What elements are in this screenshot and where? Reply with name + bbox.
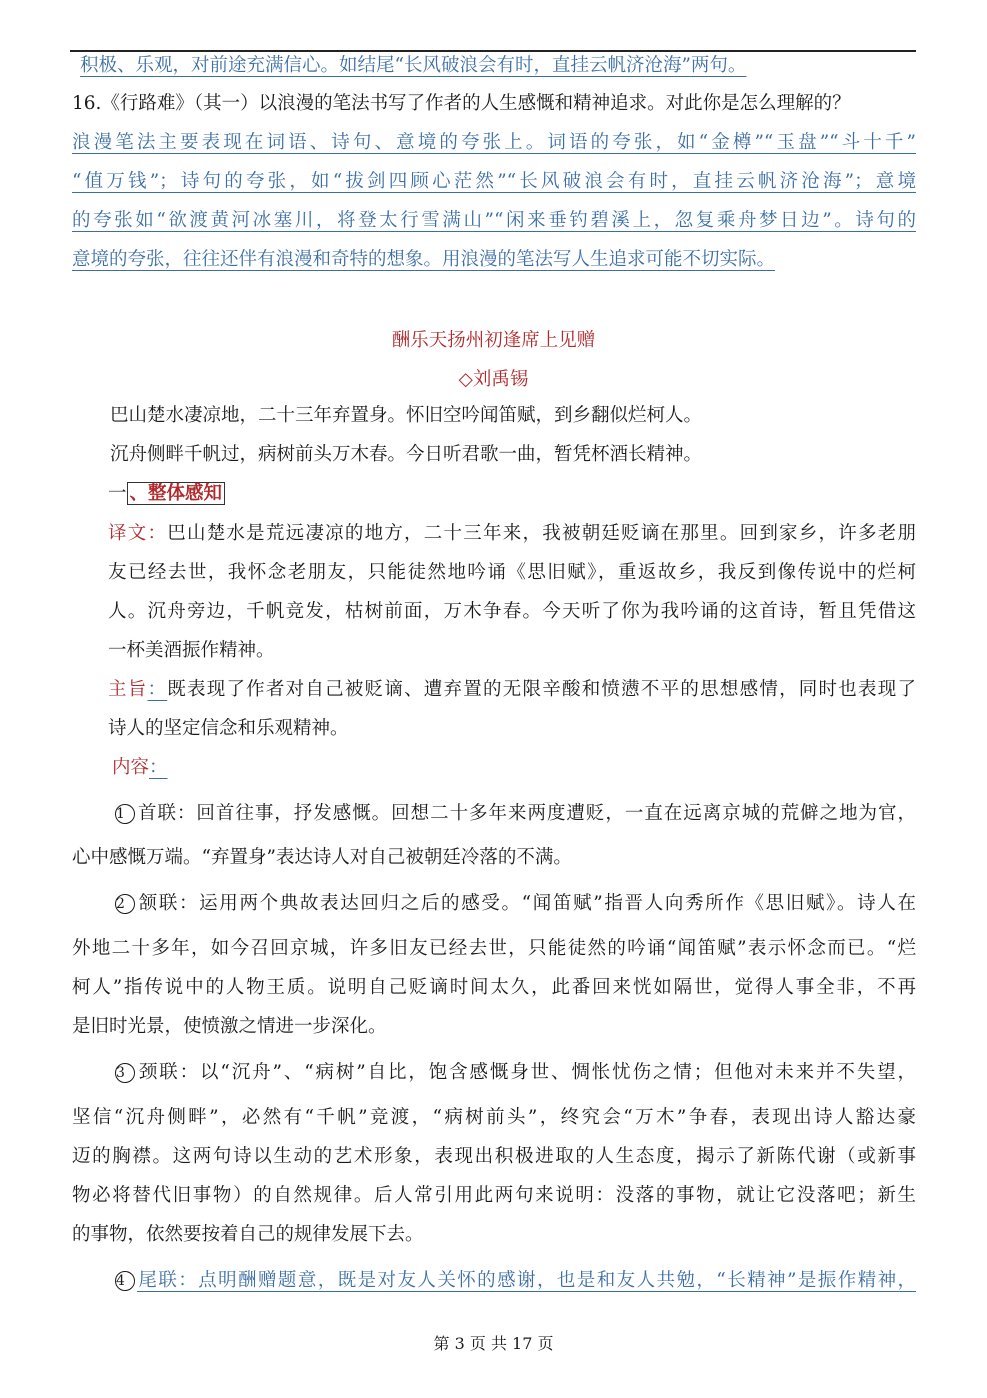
circled-number: 3	[115, 1063, 135, 1083]
poem-title: 酬乐天扬州初逢席上见赠	[391, 330, 596, 351]
poem-author: ◇刘禹锡	[458, 369, 529, 390]
content-label: 内容	[112, 757, 150, 778]
translation-line: 一杯美酒振作精神。	[108, 640, 275, 661]
theme-line: 诗人的坚定信念和乐观精神。	[108, 718, 349, 739]
couplet-text: 颔联：运用两个典故表达回归之后的感受。“闻笛赋”指晋人向秀所作《思旧赋》。诗人在	[137, 893, 916, 914]
poem-line: 巴山楚水凄凉地，二十三年弃置身。怀旧空吟闻笛赋，到乡翻似烂柯人。	[110, 405, 703, 426]
q15-answer-tail: 积极、乐观，对前途充满信心。如结尾“长风破浪会有时，直挂云帆济沧海”两句。	[80, 55, 747, 76]
q16-answer-line: 浪漫笔法主要表现在词语、诗句、意境的夸张上。词语的夸张，如“金樽”“玉盘”“斗十千”	[72, 132, 916, 153]
couplet-2-line: 外地二十多年，如今召回京城，许多旧友已经去世，只能徒然的吟诵“闻笛赋”表示怀念而已。“烂	[72, 938, 916, 959]
translation-text: 巴山楚水是荒远凄凉的地方，二十三年来，我被朝廷贬谪在那里。回到家乡，许多老朋	[167, 523, 916, 544]
theme-text: 既表现了作者对自己被贬谪、遭弃置的无限辛酸和愤懑不平的思想感情，同时也表现了	[167, 679, 916, 700]
section-label: 、整体感知	[127, 482, 226, 505]
couplet-2-line: 柯人”指传说中的人物王质。说明自己贬谪时间太久，此番回来恍如隔世，觉得人事全非，不再	[72, 977, 916, 998]
theme-colon: ：	[147, 679, 168, 700]
couplet-3-line	[115, 1061, 916, 1085]
translation-label: 译文：	[108, 523, 168, 544]
circled-number: 4	[115, 1271, 135, 1291]
q16-answer-line: 的夸张如“欲渡黄河冰塞川，将登太行雪满山”“闲来垂钓碧溪上，忽复乘舟梦日边”。诗句的	[72, 210, 916, 231]
section-number: 一	[108, 483, 127, 504]
theme-label: 主旨	[108, 679, 148, 700]
couplet-4-line	[115, 1269, 916, 1293]
couplet-text: 首联：回首往事，抒发感慨。回想二十多年来两度遭贬，一直在远离京城的荒僻之地为官，	[137, 803, 916, 824]
couplet-3-line: 物必将替代旧事物）的自然规律。后人常引用此两句来说明：没落的事物，就让它没落吧；新生	[72, 1185, 916, 1206]
circled-number: 1	[115, 804, 135, 824]
theme-line	[108, 678, 916, 702]
translation-line: 友已经去世，我怀念老朋友，只能徒然地吟诵《思旧赋》，重返故乡，我反到像传说中的烂柯	[108, 562, 916, 583]
q16-answer-line: 意境的夸张，往往还伴有浪漫和奇特的想象。用浪漫的笔法写人生追求可能不切实际。	[72, 249, 776, 270]
poem-line: 沉舟侧畔千帆过，病树前头万木春。今日听君歌一曲，暂凭杯酒长精神。	[110, 444, 703, 465]
circled-number: 2	[115, 894, 135, 914]
q16-answer-line: “值万钱”；诗句的夸张，如“拔剑四顾心茫然”“长风破浪会有时，直挂云帆济沧海”；意境	[72, 171, 916, 192]
couplet-2-line: 是旧时光景，使愤激之情进一步深化。	[72, 1016, 387, 1037]
top-rule	[70, 50, 916, 52]
couplet-text: 尾联：点明酬赠题意，既是对友人关怀的感谢，也是和友人共勉，“长精神”是振作精神，	[137, 1270, 916, 1291]
couplet-1-line: 心中感慨万端。“弃置身”表达诗人对自己被朝廷冷落的不满。	[72, 847, 572, 868]
content-heading	[112, 756, 168, 780]
couplet-1-line	[115, 802, 916, 826]
translation-line	[108, 522, 916, 546]
translation-line: 人。沉舟旁边，千帆竞发，枯树前面，万木争春。今天听了你为我吟诵的这首诗，暂且凭借这	[108, 601, 916, 622]
couplet-3-line: 坚信“沉舟侧畔”，必然有“千帆”竞渡，“病树前头”，终究会“万木”争春，表现出诗人豁达豪	[72, 1107, 916, 1128]
question-16: 16.《行路难》（其一）以浪漫的笔法书写了作者的人生感慨和精神追求。对此你是怎么理解的？	[72, 93, 851, 114]
content-colon: ：	[149, 757, 168, 778]
page-footer: 第 3 页 共 17 页	[433, 1334, 554, 1353]
couplet-text: 颈联：以“沉舟”、“病树”自比，饱含感慨身世、惆怅忧伤之情；但他对未来并不失望，	[137, 1062, 916, 1083]
couplet-2-line	[115, 892, 916, 916]
couplet-3-line: 迈的胸襟。这两句诗以生动的艺术形象，表现出积极进取的人生态度，揭示了新陈代谢（或新事	[72, 1146, 916, 1167]
section-heading-overall	[108, 482, 225, 506]
couplet-3-line: 的事物，依然要按着自己的规律发展下去。	[72, 1224, 424, 1245]
